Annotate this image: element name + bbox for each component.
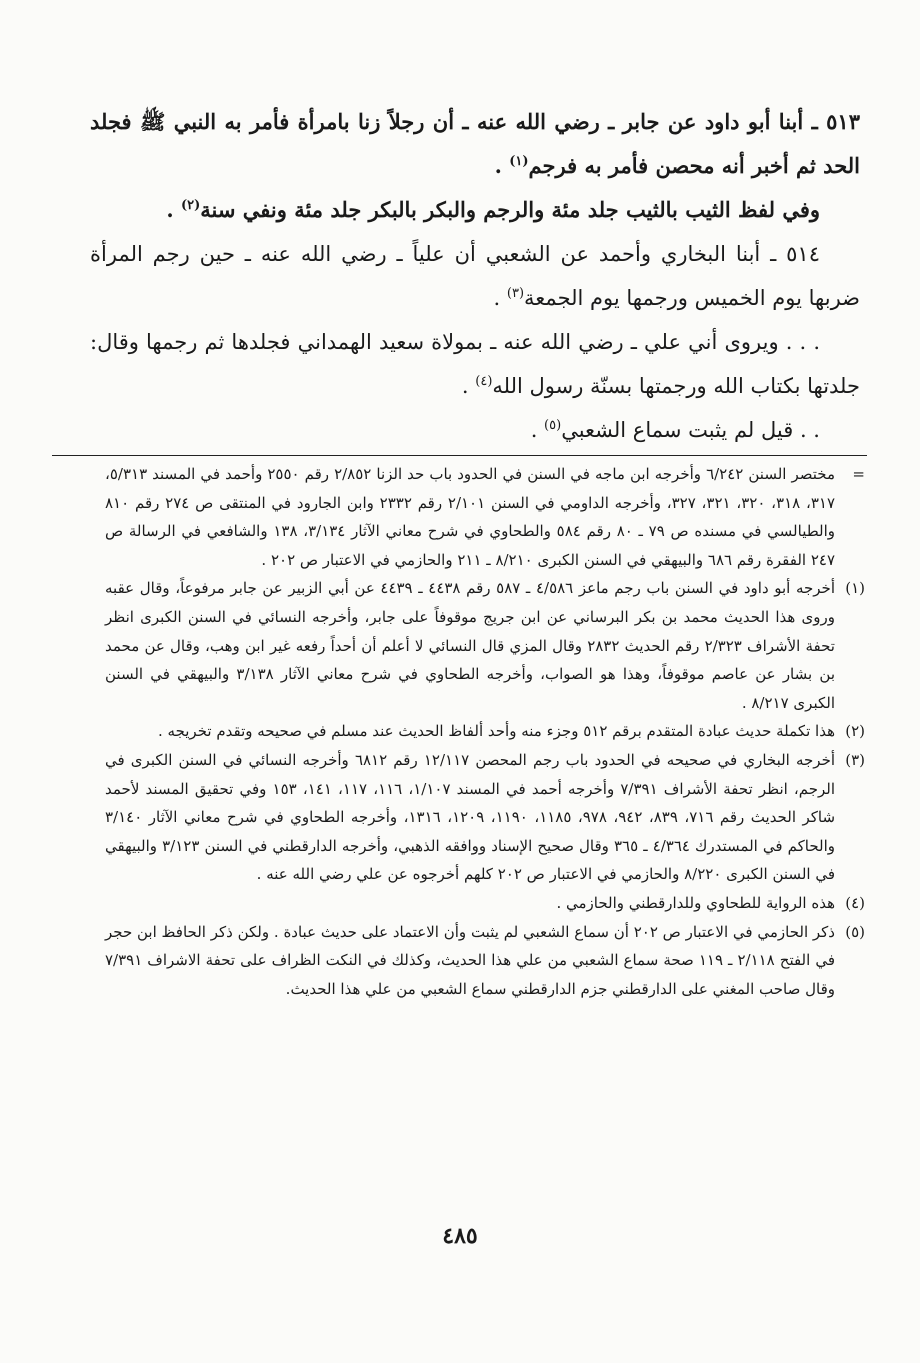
hadith-513-variant: وفي لفظ الثيب بالثيب جلد مئة والرجم والبكر بالبكر جلد مئة ونفي سنة$^{(٢)}$ . bbox=[166, 197, 820, 222]
footnote-1: (١) أخرجه أبو داود في السنن باب رجم ماعز ٤/٥٨٦ ـ ٥٨٧ رقم ٤٤٣٨ ـ ٤٤٣٩ عن أبي الزبير عن جابر مرفوعاً، وقال عقبه وروى هذا الحديث محمد بن بكر البرساني عن ابن جريج موقوفاً على جابر، وأخرجه النسائي في السنن الكبرى انظر تحفة الأشراف ٢/٣٢٣ رقم الحديث ٢٨٣٢ وقال المزي قال النسائي لا أعلم أن أحداً رفعه غير ابن وهب، وقال عن محمد بن بشار عن عاصم موقوفاً، وهذا هو الصواب، وأخرجه الطحاوي في شرح معاني الآثار ٣/١٣٨ والبيهقي في السنن الكبرى ٨/٢١٧ . bbox=[105, 574, 865, 717]
footnote-ref-3[interactable]: (٣) bbox=[506, 286, 525, 301]
footnote-ref-1[interactable]: (١) bbox=[509, 154, 529, 169]
footnote-3: (٣) أخرجه البخاري في صحيحه في الحدود باب رجم المحصن ١٢/١١٧ رقم ٦٨١٢ وأخرجه النسائي في السنن الكبرى في الرجم، انظر تحفة الأشراف ٧/٣٩١ وأخرجه أحمد في المسند ١/١٠٧، ١١٦، ١١٧، ١٤١، ١٥٣ وفي تحقيق المسند لأحمد شاكر الحديث رقم ٧١٦، ٨٣٩، ٩٤٢، ٩٧٨، ١١٨٥، ١١٩٠، ١٢٠٩، ١٣١٦، وأخرجه الطحاوي في شرح معاني الآثار ٣/١٤٠ والحاكم في المستدرك ٤/٣٦٤ ـ ٣٦٥ وقال صحيح الإسناد ووافقه الذهبي، وأخرجه الدارقطني في السنن ٣/١٢٣ والبيهقي في السنن الكبرى ٨/٢٢٠ والحازمي في الاعتبار ص ٢٠٢ كلهم أخرجوه عن علي رضي الله عنه . bbox=[105, 746, 865, 889]
footnote-separator bbox=[52, 455, 867, 456]
main-text bbox=[90, 100, 860, 452]
footnote-2: (٢) هذا تكملة حديث عبادة المتقدم برقم ٥١٢ وجزء منه وأحد ألفاظ الحديث عند مسلم في صحيحه وتقدم تخريجه . bbox=[105, 717, 865, 746]
footnote-ref-5[interactable]: (٥) bbox=[544, 418, 562, 433]
footnote-mark: (٢) bbox=[845, 722, 865, 741]
footnote-mark: = bbox=[852, 465, 865, 483]
footnote-mark: (٣) bbox=[845, 750, 865, 769]
footnote-mark: (٤) bbox=[845, 893, 865, 912]
hadith-514-variant: . . . ويروى أني علي ـ رضي الله عنه ـ بمولاة سعيد الهمداني فجلدها ثم رجمها وقال: جلدتها بكتاب الله ورجمتها بسنّة رسول الله$^{(٤)}$ . bbox=[90, 330, 860, 398]
footnote-mark: (٥) bbox=[845, 922, 865, 941]
footnotes bbox=[105, 460, 865, 1003]
hadith-514: ٥١٤ ـ أبنا البخاري وأحمد عن الشعبي أن علياً ـ رضي الله عنه ـ حين رجم المرأة ضربها يوم الخميس ورجمها يوم الجمعة$^{(٣)}$ . bbox=[90, 242, 860, 310]
footnote-mark: (١) bbox=[845, 579, 865, 598]
footnote-continued: = مختصر السنن ٦/٢٤٢ وأخرجه ابن ماجه في السنن في الحدود باب حد الزنا ٢/٨٥٢ رقم ٢٥٥٠ وأحمد في المسند ٥/٣١٣، ٣١٧، ٣١٨، ٣٢٠، ٣٢١، ٣٢٧، وأخرجه الداومي في السنن ٢/١٠١ رقم ٢٣٣٢ وابن الجارود في المنتقى ص ٢٧٤ رقم ٨١٠ والطيالسي في مسنده ص ٧٩ ـ ٨٠ رقم ٥٨٤ والطحاوي في شرح معاني الآثار ٣/١٣٤، ١٣٨ والشافعي في الرسالة ص ٢٤٧ الفقرة رقم ٦٨٦ والبيهقي في السنن الكبرى ٨/٢١٠ ـ ٢١١ والحازمي في الاعتبار ص ٢٠٢ . bbox=[105, 460, 865, 574]
page-number: ٤٨٥ bbox=[442, 1223, 478, 1249]
footnote-4: (٤) هذه الرواية للطحاوي وللدارقطني والحازمي . bbox=[105, 889, 865, 918]
hadith-513: ٥١٣ ـ أبنا أبو داود عن جابر ـ رضي الله عنه ـ أن رجلاً زنا بامرأة فأمر به النبي ﷺ فجلد الحد ثم أخبر أنه محصن فأمر به فرجم$^{(١)}$ . bbox=[90, 109, 860, 178]
footnote-ref-2[interactable]: (٢) bbox=[180, 198, 201, 213]
hadith-514-note: . . قيل لم يثبت سماع الشعبي$^{(٥)}$ . bbox=[530, 418, 820, 442]
footnote-5: (٥) ذكر الحازمي في الاعتبار ص ٢٠٢ أن سماع الشعبي لم يثبت وأن الاعتماد على حديث عبادة . ولكن ذكر الحافظ ابن حجر في الفتح ٢/١١٨ ـ ١١٩ صحة سماع الشعبي من علي هذا الحديث، وكذلك في النكت الظراف على تحفة الاشراف ٧/٣٩١ وقال صاحب المغني على الدارقطني جزم الدارقطني سماع الشعبي من علي هذا الحديث. bbox=[105, 918, 865, 1004]
footnote-ref-4[interactable]: (٤) bbox=[475, 374, 493, 389]
